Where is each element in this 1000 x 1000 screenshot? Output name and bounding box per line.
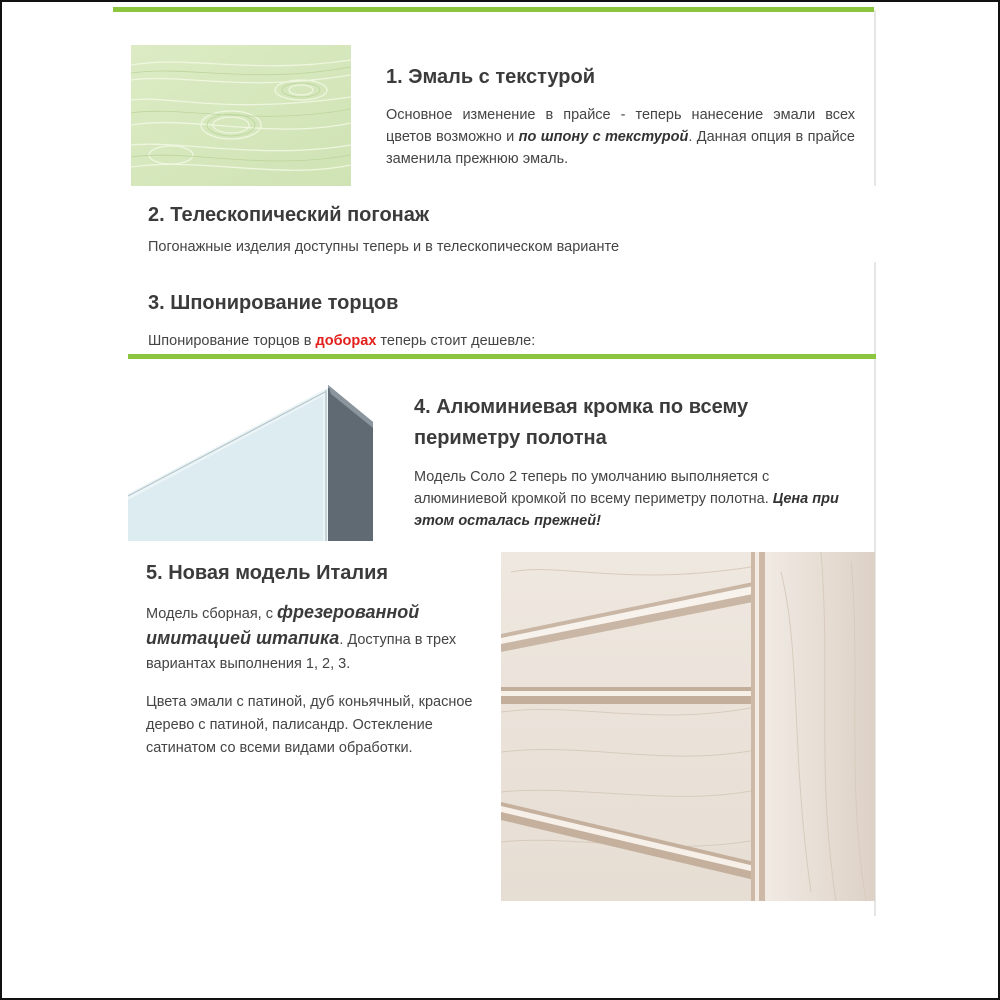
section1-title: 1. Эмаль с текстурой	[386, 66, 596, 88]
section4-text	[414, 466, 854, 532]
section3-text	[148, 330, 535, 352]
aluminum-edge-door-image	[128, 380, 373, 541]
section3-text-part: Шпонирование торцов в	[148, 333, 316, 349]
section5-title: 5. Новая модель Италия	[146, 562, 389, 584]
textured-enamel-image	[131, 45, 351, 186]
section4-title-line: 4. Алюминиевая кромка по всему	[414, 396, 749, 418]
middle-green-divider	[128, 354, 876, 359]
section5-text-part: Модель сборная, с	[146, 606, 278, 622]
right-divider	[874, 10, 876, 186]
section1-text-part: Основное изменение в прайсе - теперь нанесение эмали всех цветов возможно и	[386, 107, 855, 145]
section4-emphasis: Цена при этом осталась прежней!	[414, 491, 839, 529]
section2-title: 2. Телескопический погонаж	[148, 204, 430, 226]
section1-text-part: . Данная опция в прайсе заменила прежнюю эмаль.	[386, 129, 855, 167]
section3-text-part: теперь стоит дешевле:	[376, 333, 536, 349]
section3-highlight-link[interactable]: доборах	[315, 333, 377, 349]
italia-door-image	[501, 552, 875, 901]
section4-title-line: периметру полотна	[414, 427, 607, 449]
section1-text	[386, 104, 855, 170]
top-green-divider	[113, 7, 874, 12]
section4-text-part: Модель Соло 2 теперь по умолчанию выполняется с алюминиевой кромкой по всему периметру полотна.	[414, 469, 773, 507]
section5-text-part: . Доступна в трех вариантах выполнения 1, 2, 3.	[146, 632, 457, 672]
section5-emphasis: фрезерованной имитацией штапика	[146, 602, 420, 648]
section5-paragraph2: Цвета эмали с патиной, дуб коньячный, красное дерево с патиной, палисандр. Остекление сатинатом со всеми видами обработки.	[146, 694, 473, 756]
section1-emphasis: по шпону с текстурой	[518, 129, 689, 145]
section2-text: Погонажные изделия доступны теперь и в телескопическом варианте	[148, 239, 620, 255]
section3-title: 3. Шпонирование торцов	[148, 292, 399, 314]
section5-paragraph1	[146, 600, 491, 676]
section4-title	[414, 392, 748, 454]
